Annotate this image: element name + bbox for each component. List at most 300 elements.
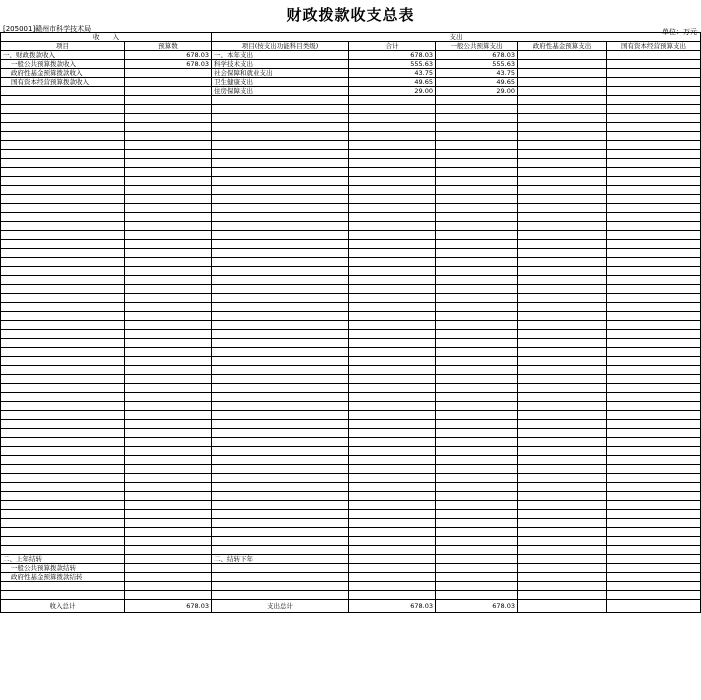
expense-fund-cell (518, 447, 607, 456)
expense-item-cell (212, 456, 349, 465)
expense-total-cell: 29.00 (349, 87, 436, 96)
income-budget-cell (125, 501, 212, 510)
expense-total-cell (349, 375, 436, 384)
table-row (1, 312, 701, 321)
income-item-cell (1, 510, 125, 519)
expense-fund-cell (518, 249, 607, 258)
expense-item-cell (212, 429, 349, 438)
expense-general-cell (436, 564, 518, 573)
expense-fund-cell (518, 321, 607, 330)
expense-fund-cell (518, 186, 607, 195)
expense-total-cell (349, 123, 436, 132)
expense-total-cell (349, 537, 436, 546)
income-budget-cell (125, 339, 212, 348)
expense-general-cell: 29.00 (436, 87, 518, 96)
expense-fund-cell (518, 420, 607, 429)
expense-total-cell (349, 150, 436, 159)
expense-total-cell (349, 582, 436, 591)
expense-capital-cell (607, 285, 701, 294)
expense-total-cell (349, 519, 436, 528)
expense-fund-cell (518, 591, 607, 600)
expense-general-cell (436, 357, 518, 366)
expense-total-cell (349, 474, 436, 483)
expense-item-cell (212, 447, 349, 456)
table-row (1, 213, 701, 222)
income-item-cell (1, 177, 125, 186)
table-row (1, 258, 701, 267)
expense-capital-cell (607, 591, 701, 600)
income-budget-cell (125, 222, 212, 231)
expense-total-cell (349, 330, 436, 339)
expense-capital-cell (607, 564, 701, 573)
expense-total-cell (349, 420, 436, 429)
income-item-cell (1, 303, 125, 312)
expense-total-cell (349, 132, 436, 141)
income-item-cell (1, 456, 125, 465)
expense-general-cell: 49.65 (436, 78, 518, 87)
expense-capital-cell (607, 249, 701, 258)
expense-capital-cell (607, 150, 701, 159)
income-budget-cell (125, 150, 212, 159)
income-budget-cell (125, 357, 212, 366)
expense-total-cell (349, 429, 436, 438)
table-row (1, 285, 701, 294)
expense-item-cell (212, 339, 349, 348)
income-budget-cell: 678.03 (125, 60, 212, 69)
expense-total-cell (349, 267, 436, 276)
expense-fund-cell (518, 60, 607, 69)
expense-total-cell (349, 141, 436, 150)
table-row (1, 114, 701, 123)
table-row (1, 321, 701, 330)
expense-capital-cell (607, 186, 701, 195)
expense-item-cell (212, 186, 349, 195)
expense-general-cell: 678.03 (436, 51, 518, 60)
table-row (1, 159, 701, 168)
expense-total-header: 合计 (349, 42, 436, 51)
expense-fund-cell (518, 411, 607, 420)
table-row (1, 69, 701, 78)
expense-capital-cell (607, 267, 701, 276)
expense-fund-header: 政府性基金预算支出 (518, 42, 607, 51)
expense-capital-cell (607, 105, 701, 114)
expense-fund-cell (518, 474, 607, 483)
expense-fund-cell (518, 555, 607, 564)
unit-label: 单位：万元 (662, 28, 697, 36)
expense-item-cell: 一、本年支出 (212, 51, 349, 60)
income-budget-cell: 678.03 (125, 51, 212, 60)
expense-general-cell (436, 105, 518, 114)
income-budget-cell (125, 285, 212, 294)
table-row (1, 519, 701, 528)
expense-item-cell (212, 348, 349, 357)
table-row (1, 51, 701, 60)
table-row (1, 123, 701, 132)
income-budget-cell (125, 258, 212, 267)
expense-general-cell (436, 591, 518, 600)
expense-general-cell (436, 132, 518, 141)
expense-general-cell (436, 114, 518, 123)
table-row (1, 330, 701, 339)
expense-capital-cell (607, 321, 701, 330)
expense-fund-cell (518, 384, 607, 393)
income-budget-cell (125, 204, 212, 213)
expense-item-cell: 二、结转下年 (212, 555, 349, 564)
expense-item-cell (212, 141, 349, 150)
expense-fund-cell (518, 222, 607, 231)
expense-total-cell (349, 276, 436, 285)
expense-capital-cell (607, 375, 701, 384)
table-row (1, 591, 701, 600)
table-row (1, 141, 701, 150)
income-item-cell (1, 582, 125, 591)
expense-capital-cell (607, 501, 701, 510)
expense-total-value: 678.03 (349, 600, 436, 613)
income-item-cell (1, 438, 125, 447)
expense-general-cell (436, 537, 518, 546)
table-row (1, 357, 701, 366)
expense-total-cell (349, 573, 436, 582)
table-row (1, 429, 701, 438)
expense-capital-cell (607, 573, 701, 582)
income-item-cell: 二、上年结转 (1, 555, 125, 564)
expense-general-cell (436, 339, 518, 348)
income-item-cell (1, 393, 125, 402)
income-item-cell: 一、财政拨款收入 (1, 51, 125, 60)
expense-general-cell: 555.63 (436, 60, 518, 69)
expense-capital-cell (607, 438, 701, 447)
expense-total-cell (349, 528, 436, 537)
income-item-cell (1, 186, 125, 195)
income-budget-cell (125, 402, 212, 411)
expense-item-cell (212, 294, 349, 303)
expense-item-cell (212, 276, 349, 285)
expense-item-cell (212, 249, 349, 258)
expense-total-cell (349, 168, 436, 177)
expense-capital-cell (607, 303, 701, 312)
expense-fund-cell (518, 51, 607, 60)
income-budget-cell (125, 420, 212, 429)
income-item-cell: 政府性基金预算拨款结转 (1, 573, 125, 582)
expense-capital-cell (607, 294, 701, 303)
expense-item-cell (212, 159, 349, 168)
expense-total-cell (349, 204, 436, 213)
expense-item-cell (212, 519, 349, 528)
expense-total-cell (349, 411, 436, 420)
expense-capital-cell (607, 366, 701, 375)
expense-fund-cell (518, 159, 607, 168)
income-item-cell (1, 312, 125, 321)
expense-total-cell (349, 294, 436, 303)
income-item-cell (1, 213, 125, 222)
expense-total-cell (349, 366, 436, 375)
income-budget-cell (125, 177, 212, 186)
expense-general-cell (436, 546, 518, 555)
expense-capital-cell (607, 348, 701, 357)
expense-fund-cell (518, 69, 607, 78)
expense-total-general: 678.03 (436, 600, 518, 613)
expense-fund-cell (518, 519, 607, 528)
income-item-cell (1, 87, 125, 96)
table-row (1, 231, 701, 240)
income-budget-cell (125, 249, 212, 258)
expense-item-cell (212, 330, 349, 339)
income-item-cell (1, 258, 125, 267)
expense-fund-cell (518, 195, 607, 204)
expense-general-cell (436, 96, 518, 105)
expense-item-cell (212, 501, 349, 510)
expense-general-cell (436, 528, 518, 537)
expense-capital-cell (607, 555, 701, 564)
table-row (1, 87, 701, 96)
expense-capital-cell (607, 474, 701, 483)
expense-total-cell (349, 564, 436, 573)
expense-total-cell (349, 213, 436, 222)
expense-general-cell (436, 411, 518, 420)
expense-fund-cell (518, 582, 607, 591)
income-item-cell (1, 465, 125, 474)
income-budget-cell (125, 492, 212, 501)
expense-item-cell (212, 384, 349, 393)
expense-general-cell (436, 177, 518, 186)
expense-item-cell (212, 105, 349, 114)
expense-general-cell (436, 555, 518, 564)
expense-general-cell (436, 330, 518, 339)
income-budget-cell (125, 69, 212, 78)
income-budget-cell (125, 546, 212, 555)
expense-item-cell: 社会保障和就业支出 (212, 69, 349, 78)
expense-fund-cell (518, 168, 607, 177)
income-item-cell (1, 402, 125, 411)
expense-capital-cell (607, 537, 701, 546)
table-row (1, 276, 701, 285)
expense-item-cell (212, 393, 349, 402)
expense-capital-cell (607, 384, 701, 393)
expense-capital-cell (607, 492, 701, 501)
expense-fund-cell (518, 456, 607, 465)
expense-general-cell (436, 168, 518, 177)
table-row (1, 438, 701, 447)
expense-fund-cell (518, 78, 607, 87)
table-row (1, 564, 701, 573)
income-budget-cell (125, 348, 212, 357)
income-total-label: 收入总计 (1, 600, 125, 613)
income-budget-cell (125, 96, 212, 105)
expense-item-cell (212, 231, 349, 240)
expense-total-cell (349, 258, 436, 267)
expense-general-cell (436, 222, 518, 231)
income-item-cell (1, 141, 125, 150)
table-row (1, 420, 701, 429)
table-row (1, 483, 701, 492)
table-row (1, 573, 701, 582)
expense-general-cell (436, 123, 518, 132)
income-budget-cell (125, 267, 212, 276)
expense-capital-cell (607, 456, 701, 465)
expense-general-cell (436, 393, 518, 402)
income-budget-cell (125, 519, 212, 528)
table-row (1, 303, 701, 312)
income-item-cell (1, 123, 125, 132)
income-item-cell (1, 240, 125, 249)
expense-item-cell (212, 168, 349, 177)
income-item-cell (1, 429, 125, 438)
expense-total-cell (349, 105, 436, 114)
table-row (1, 222, 701, 231)
expense-item-cell (212, 123, 349, 132)
expense-fund-cell (518, 240, 607, 249)
expense-capital-cell (607, 177, 701, 186)
income-budget-cell (125, 555, 212, 564)
income-item-cell (1, 375, 125, 384)
income-total-value: 678.03 (125, 600, 212, 613)
expense-total-cell (349, 285, 436, 294)
table-row (1, 105, 701, 114)
expense-fund-cell (518, 204, 607, 213)
expense-capital-cell (607, 483, 701, 492)
expense-fund-cell (518, 114, 607, 123)
expense-fund-cell (518, 123, 607, 132)
income-item-cell (1, 384, 125, 393)
expense-general-cell (436, 474, 518, 483)
expense-general-cell (436, 447, 518, 456)
table-row (1, 96, 701, 105)
expense-total-cell (349, 177, 436, 186)
expense-general-cell (436, 375, 518, 384)
expense-total-cell (349, 96, 436, 105)
expense-item-cell (212, 285, 349, 294)
expense-capital-cell (607, 420, 701, 429)
expense-general-cell (436, 141, 518, 150)
income-item-cell: 国有资本经营预算拨款收入 (1, 78, 125, 87)
expense-capital-cell (607, 393, 701, 402)
expense-total-cell: 555.63 (349, 60, 436, 69)
income-budget-cell (125, 123, 212, 132)
expense-total-cell (349, 501, 436, 510)
income-item-cell (1, 168, 125, 177)
expense-fund-cell (518, 510, 607, 519)
expense-item-cell (212, 204, 349, 213)
expense-fund-cell (518, 537, 607, 546)
expense-capital-cell (607, 330, 701, 339)
income-item-cell (1, 249, 125, 258)
expense-capital-cell (607, 339, 701, 348)
expense-total-cell (349, 222, 436, 231)
income-budget-cell (125, 231, 212, 240)
table-row (1, 60, 701, 69)
income-budget-cell (125, 132, 212, 141)
total-row (1, 600, 701, 613)
expense-general-cell (436, 420, 518, 429)
org-label: [205001]赣州市科学技术局 (3, 25, 92, 33)
income-item-cell: 一般公共预算拨款结转 (1, 564, 125, 573)
expense-general-cell (436, 150, 518, 159)
expense-total-cell (349, 546, 436, 555)
income-item-cell (1, 357, 125, 366)
table-row (1, 168, 701, 177)
income-budget-cell (125, 87, 212, 96)
expense-capital-cell (607, 402, 701, 411)
income-budget-cell (125, 141, 212, 150)
expense-item-cell (212, 420, 349, 429)
table-row (1, 447, 701, 456)
income-item-cell (1, 492, 125, 501)
income-budget-cell (125, 195, 212, 204)
expense-capital-cell (607, 222, 701, 231)
expense-item-cell (212, 177, 349, 186)
expense-fund-cell (518, 348, 607, 357)
expense-total-cell: 49.65 (349, 78, 436, 87)
expense-item-cell (212, 402, 349, 411)
expense-item-cell (212, 537, 349, 546)
expense-general-cell (436, 213, 518, 222)
income-budget-cell (125, 330, 212, 339)
income-budget-cell (125, 303, 212, 312)
expense-fund-cell (518, 276, 607, 285)
income-item-cell (1, 366, 125, 375)
expense-fund-cell (518, 177, 607, 186)
expense-total-capital (607, 600, 701, 613)
expense-general-cell (436, 267, 518, 276)
expense-capital-cell (607, 195, 701, 204)
income-budget-cell (125, 510, 212, 519)
expense-item-cell: 卫生健康支出 (212, 78, 349, 87)
income-item-cell (1, 105, 125, 114)
expense-capital-cell (607, 159, 701, 168)
income-budget-cell (125, 168, 212, 177)
expense-item-cell: 科学技术支出 (212, 60, 349, 69)
expense-total-cell (349, 303, 436, 312)
expense-fund-cell (518, 312, 607, 321)
table-row (1, 402, 701, 411)
income-budget-cell (125, 528, 212, 537)
income-budget-cell (125, 294, 212, 303)
income-budget-cell (125, 159, 212, 168)
income-item-cell (1, 132, 125, 141)
income-budget-cell (125, 114, 212, 123)
expense-capital-cell (607, 276, 701, 285)
income-item-cell (1, 204, 125, 213)
income-item-cell (1, 159, 125, 168)
expense-capital-cell (607, 258, 701, 267)
expense-capital-cell (607, 204, 701, 213)
expense-capital-cell (607, 69, 701, 78)
column-header-row (1, 42, 701, 51)
expense-fund-cell (518, 366, 607, 375)
expense-fund-cell (518, 375, 607, 384)
expense-item-cell (212, 132, 349, 141)
expense-capital-cell (607, 123, 701, 132)
expense-item-cell: 住房保障支出 (212, 87, 349, 96)
expense-general-cell (436, 321, 518, 330)
expense-total-cell: 43.75 (349, 69, 436, 78)
expense-general-cell (436, 186, 518, 195)
expense-general-cell (436, 258, 518, 267)
income-item-cell (1, 411, 125, 420)
income-item-cell (1, 447, 125, 456)
section-header-row (1, 33, 701, 42)
expense-capital-cell (607, 231, 701, 240)
expense-fund-cell (518, 339, 607, 348)
expense-total-fund (518, 600, 607, 613)
table-row (1, 537, 701, 546)
income-budget-cell (125, 582, 212, 591)
expense-total-cell (349, 240, 436, 249)
expense-general-cell (436, 573, 518, 582)
income-budget-cell (125, 537, 212, 546)
income-budget-cell (125, 465, 212, 474)
expense-item-cell (212, 366, 349, 375)
